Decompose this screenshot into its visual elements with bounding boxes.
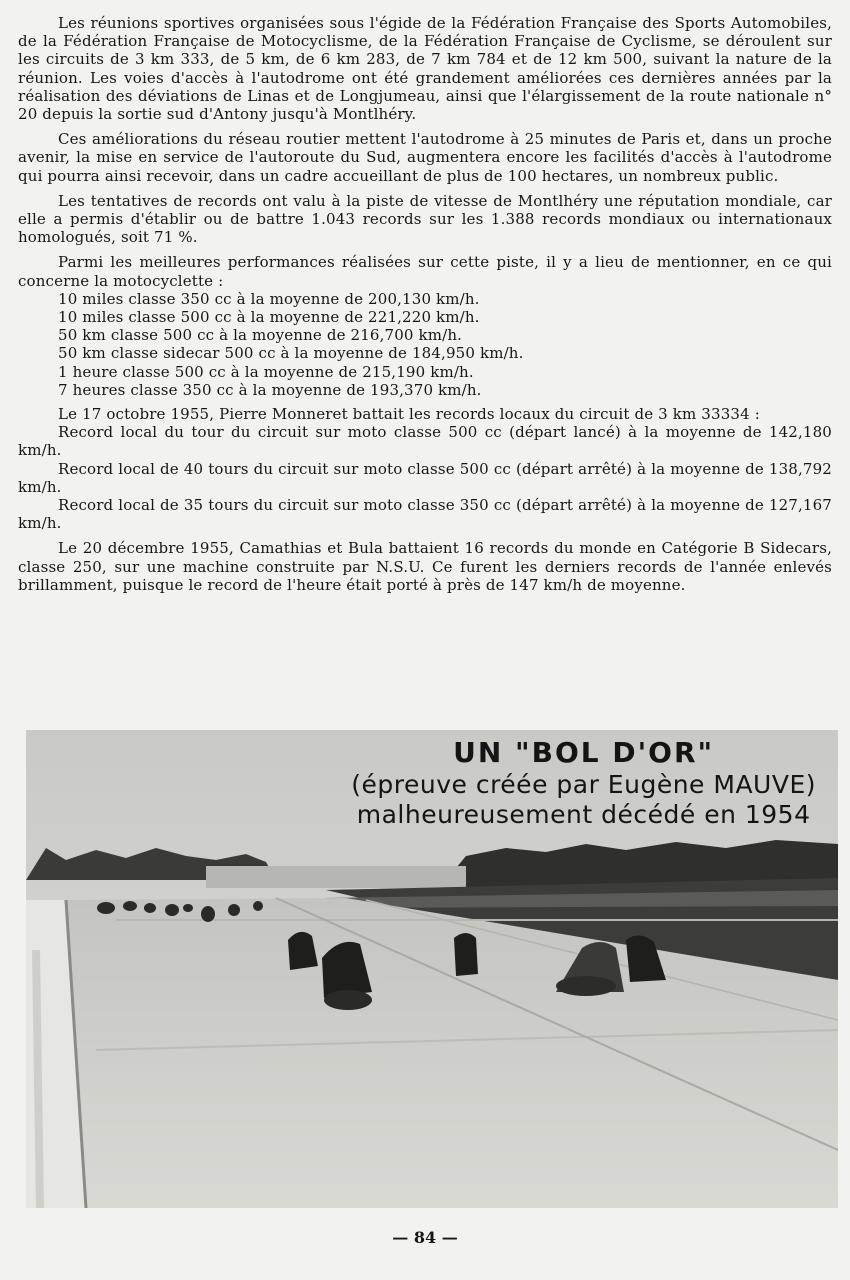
caption-note: malheureusement décédé en 1954 bbox=[356, 800, 811, 829]
caption-title: UN "BOL D'OR" bbox=[453, 736, 715, 769]
local-records bbox=[18, 423, 832, 532]
performance-list bbox=[18, 290, 832, 399]
local-record: Record local de 40 tours du circuit sur moto classe 500 cc (départ arrêté) à la moyenne de 138,792 km/h. bbox=[18, 459, 832, 496]
list-item: 10 miles classe 350 cc à la moyenne de 200,130 km/h. bbox=[58, 289, 480, 308]
paragraph-records-reputation: Les tentatives de records ont valu à la piste de vitesse de Montlhéry une réputation mondiale, car elle a permis d'établir ou de battre 1.043 records sur les 1.388 records mondiaux ou internationaux homologués, soit 71 %. bbox=[18, 191, 832, 247]
list-item: 10 miles classe 500 cc à la moyenne de 221,220 km/h. bbox=[58, 308, 480, 327]
local-record: Record local de 35 tours du circuit sur moto classe 350 cc (départ arrêté) à la moyenne de 127,167 km/h. bbox=[18, 496, 832, 533]
photo-caption bbox=[351, 736, 816, 830]
article-body bbox=[18, 14, 832, 601]
paragraph-camathias-bula: Le 20 décembre 1955, Camathias et Bula battaient 16 records du monde en Catégorie B Sidecars, classe 250, sur une machine construite par N.S.U. Ce furent les derniers records de l'année enlevés brillamment, puisque le record de l'heure était porté à près de 147 km/h de moyenne. bbox=[18, 539, 832, 594]
list-item: 7 heures classe 350 cc à la moyenne de 193,370 km/h. bbox=[58, 380, 482, 399]
page-number: — 84 — bbox=[392, 1228, 458, 1247]
caption-subtitle: (épreuve créée par Eugène MAUVE) bbox=[351, 770, 816, 799]
list-item: 1 heure classe 500 cc à la moyenne de 215,190 km/h. bbox=[58, 362, 474, 381]
race-photo bbox=[26, 730, 838, 1208]
paragraph-performances-intro: Parmi les meilleures performances réalisées sur cette piste, il y a lieu de mentionner, en ce qui concerne la motocyclette : bbox=[18, 253, 832, 290]
list-item: 50 km classe 500 cc à la moyenne de 216,700 km/h. bbox=[58, 326, 463, 345]
list-item: 50 km classe sidecar 500 cc à la moyenne de 184,950 km/h. bbox=[58, 344, 524, 363]
paragraph-monneret: Le 17 octobre 1955, Pierre Monneret battait les records locaux du circuit de 3 km 33334 : bbox=[58, 405, 760, 424]
local-record: Record local du tour du circuit sur moto classe 500 cc (départ lancé) à la moyenne de 142,180 km/h. bbox=[18, 423, 832, 460]
paragraph-road-improvements: Ces améliorations du réseau routier mettent l'autodrome à 25 minutes de Paris et, dans un proche avenir, la mise en service de l'autoroute du Sud, augmentera encore les facilités d'accès à l'autodrome qui pourra ainsi recevoir, dans un cadre accueillant de plus de 100 hectares, un nombreux public. bbox=[18, 130, 832, 185]
paragraph-circuits: Les réunions sportives organisées sous l'égide de la Fédération Française des Sports Automobiles, de la Fédération Française de Motocyclisme, de la Fédération Française de Cyclisme, se déroulent sur les circuits de 3 km 333, de 5 km, de 6 km 283, de 7 km 784 et de 12 km 500, suivant la nature de la réunion. Les voies d'accès à l'autodrome ont été grandement améliorées ces dernières années par la réalisation des déviations de Linas et de Longjumeau, ainsi que l'élargissement de la route nationale n° 20 depuis la sortie sud d'Antony jusqu'à Montlhéry. bbox=[18, 14, 832, 124]
